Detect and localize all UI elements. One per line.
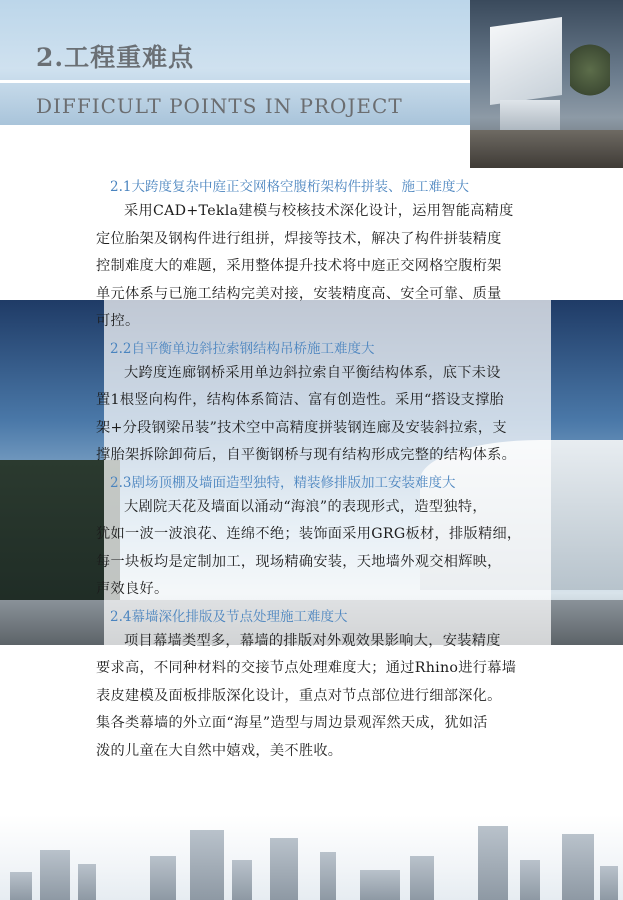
paragraph-line: 泼的儿童在大自然中嬉戏，美不胜收。 xyxy=(96,742,343,759)
paragraph-line: 犹如一波一波浪花、连绵不绝；装饰面采用GRG板材，排版精细， xyxy=(96,526,522,542)
section-title: 2.2自平衡单边斜拉索钢结构吊桥施工难度大 xyxy=(110,340,375,357)
section-title: 2.4幕墙深化排版及节点处理施工难度大 xyxy=(110,608,348,625)
skyline-building xyxy=(360,870,400,900)
section-paragraph xyxy=(96,628,566,766)
skyline-building xyxy=(478,826,508,900)
skyline-building xyxy=(10,872,32,900)
skyline-building xyxy=(78,864,96,900)
skyline-illustration xyxy=(0,815,623,900)
section-3 xyxy=(96,472,566,604)
page-subtitle-en: DIFFICULT POINTS IN PROJECT xyxy=(36,94,403,118)
paragraph-line: 置1根竖向构件，结构体系简洁、富有创造性。采用“搭设支撑胎 xyxy=(96,392,505,408)
paragraph-line: 定位胎架及钢构件进行组拼，焊接等技术，解决了构件拼装精度 xyxy=(96,230,502,247)
paragraph-line: 控制难度大的难题，采用整体提升技术将中庭正交网格空腹桁架 xyxy=(96,258,502,274)
skyline-building xyxy=(600,866,618,900)
section-4 xyxy=(96,606,566,766)
section-1 xyxy=(96,176,566,336)
paragraph-line: 撑胎架拆除卸荷后，自平衡钢桥与现有结构形成完整的结构体系。 xyxy=(96,447,517,463)
skyline-building xyxy=(270,838,298,900)
skyline-building xyxy=(40,850,70,900)
photo-deck xyxy=(470,130,623,168)
section-title: 2.1大跨度复杂中庭正交网格空腹桁架构件拼装、施工难度大 xyxy=(110,179,469,195)
page-title: 2.工程重难点 xyxy=(36,43,195,72)
paragraph-line: 声效良好。 xyxy=(96,581,169,597)
skyline-building xyxy=(410,856,434,900)
header-divider xyxy=(0,80,470,83)
skyline-building xyxy=(150,856,176,900)
paragraph-line: 每一块板均是定制加工，现场精确安装，天地墙外观交相辉映， xyxy=(96,553,502,570)
paragraph-line: 可控。 xyxy=(96,313,140,329)
paragraph-line: 大跨度连廊钢桥采用单边斜拉索自平衡结构体系，底下未设 xyxy=(124,364,501,381)
section-2 xyxy=(96,338,566,470)
paragraph-line: 要求高，不同种材料的交接节点处理难度大；通过Rhino进行幕墙 xyxy=(96,660,517,676)
paragraph-line: 大剧院天花及墙面以涌动“海浪”的表现形式，造型独特， xyxy=(124,498,487,515)
paragraph-line: 单元体系与已施工结构完美对接，安装精度高、安全可靠、质量 xyxy=(96,285,502,302)
paragraph-line: 表皮建模及面板排版深化设计，重点对节点部位进行细部深化。 xyxy=(96,687,502,704)
section-paragraph xyxy=(96,198,566,336)
photo-building-upper xyxy=(490,17,562,105)
paragraph-line: 架+分段钢梁吊装”技术空中高精度拼装钢连廊及安装斜拉索，支 xyxy=(96,419,507,436)
section-title: 2.3剧场顶棚及墙面造型独特，精装修排版加工安装难度大 xyxy=(110,474,456,491)
header-building-photo xyxy=(470,0,623,168)
skyline-building xyxy=(562,834,594,900)
section-paragraph xyxy=(96,360,566,470)
paragraph-line: 项目幕墙类型多，幕墙的排版对外观效果影响大，安装精度 xyxy=(124,632,501,649)
section-paragraph xyxy=(96,494,566,604)
skyline-building xyxy=(232,860,252,900)
skyline-building xyxy=(520,860,540,900)
paragraph-line: 集各类幕墙的外立面“海星”造型与周边景观浑然天成，犹如活 xyxy=(96,715,488,731)
paragraph-line: 采用CAD+Tekla建模与校核技术深化设计，运用智能高精度 xyxy=(124,203,514,219)
skyline-building xyxy=(320,852,336,900)
content-body xyxy=(96,176,566,767)
skyline-building xyxy=(190,830,224,900)
photo-tree xyxy=(570,40,610,100)
